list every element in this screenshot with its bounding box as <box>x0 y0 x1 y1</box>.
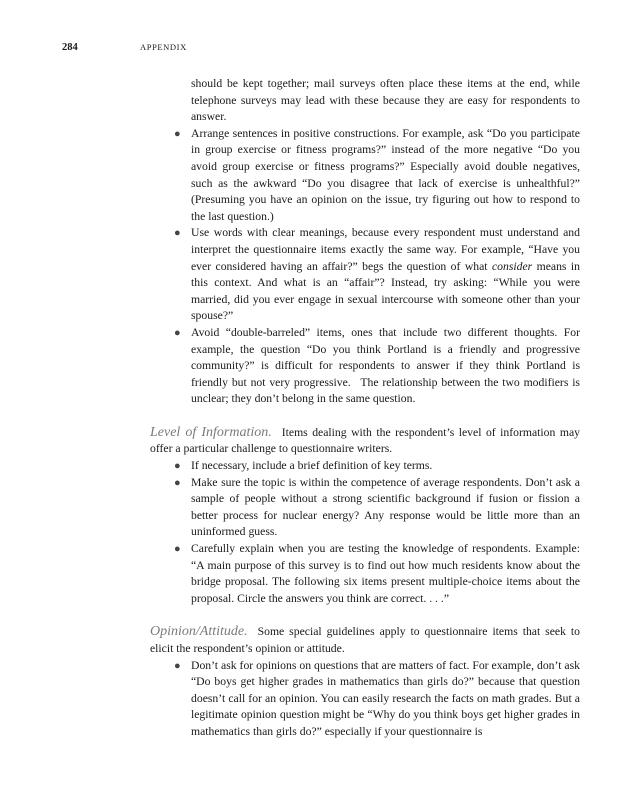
continued-paragraph: should be kept together; mail surveys often place these items at the end, while telephone surveys may lead with these because they are easy for respondents to answer. <box>191 77 580 124</box>
section-text: Items dealing with the respondent’s level of information may offer a particular challenge to questionnaire writers. <box>150 425 580 456</box>
list-item-text-cont: The relationship between the two modifiers is unclear; they don’t belong in the same question. <box>191 375 580 406</box>
information-guidelines-list <box>150 458 580 607</box>
list-item <box>150 658 580 741</box>
bullet-icon: ● <box>174 326 181 339</box>
list-item <box>150 126 580 226</box>
section-opinion <box>150 624 580 657</box>
list-item <box>150 225 580 325</box>
page-body <box>150 76 580 741</box>
list-item-text: Use words with clear meanings, because every respondent must understand and interpret the questionnaire items exactly the same way. For example, “Have you ever considered having an affair?” begs the question of what <box>191 226 580 273</box>
list-item-text: Arrange sentences in positive constructions. For example, ask “Do you participate in group exercise or fitness programs?” instead of the more negative “Do you avoid group exercise or fitness programs?” Especially avoid double negatives, such as the awkward “Do you disagree that lack of exercise is unhealthful?” (Presuming you have an opinion on the issue, try figuring out how to respond to the last question.) <box>191 126 580 223</box>
page-number: 284 <box>62 42 78 53</box>
opinion-guidelines-list <box>150 658 580 741</box>
bullet-icon: ● <box>174 227 181 240</box>
list-item-text: Avoid “double-barreled” items, ones that include two different thoughts. For example, the question “Do you think Portland is a friendly and progressive community?” is difficult for respondents to answer if they think Portland is friendly but not very progressive. <box>191 325 580 389</box>
list-item-text: Carefully explain when you are testing the knowledge of respondents. Example: “A main purpose of this survey is to find out how much residents know about the bridge proposal. The following six items present multiple-choice items about the proposal. Circle the answers you think are correct. . . .” <box>191 542 580 605</box>
section-text: Some special guidelines apply to questionnaire items that seek to elicit the respondent’s opinion or attitude. <box>150 625 580 655</box>
section-heading: Level of Information. <box>150 424 272 440</box>
list-item-text: Make sure the topic is within the competence of average respondents. Don’t ask a sample of people without a strong scientific background if fusion or fission a better process for nuclear energy? Any response would be little more than an uninformed guess. <box>191 475 580 539</box>
section-heading: Opinion/Attitude. <box>150 624 248 640</box>
emphasized-word: consider <box>491 259 533 273</box>
list-item-text: If necessary, include a brief definition of key terms. <box>191 459 433 473</box>
running-head: APPENDIX <box>140 42 187 52</box>
list-item <box>150 325 580 408</box>
bullet-icon: ● <box>174 460 181 473</box>
bullet-icon: ● <box>174 476 181 489</box>
list-item-text-cont: means in this context. And what is an “affair”? Instead, try asking: “While you were married, did you ever engage in sexual intercourse with someone other than your spouse?” <box>191 259 580 323</box>
list-item <box>150 541 580 607</box>
bullet-icon: ● <box>174 659 181 672</box>
wording-guidelines-list <box>150 126 580 408</box>
page-header <box>62 41 582 54</box>
bullet-icon: ● <box>174 543 181 556</box>
list-item-text: Don’t ask for opinions on questions that are matters of fact. For example, don’t ask “Do boys get higher grades in mathematics than girls do?” because that question doesn’t call for an opinion. You can easily research the facts on math grades. But a legitimate opinion question might be “Why do you think boys get higher grades in mathematics than girls do?” especially if your questionnaire is <box>191 658 580 738</box>
section-information <box>150 425 580 458</box>
list-item <box>150 475 580 541</box>
list-item <box>150 458 580 475</box>
bullet-icon: ● <box>174 127 181 140</box>
